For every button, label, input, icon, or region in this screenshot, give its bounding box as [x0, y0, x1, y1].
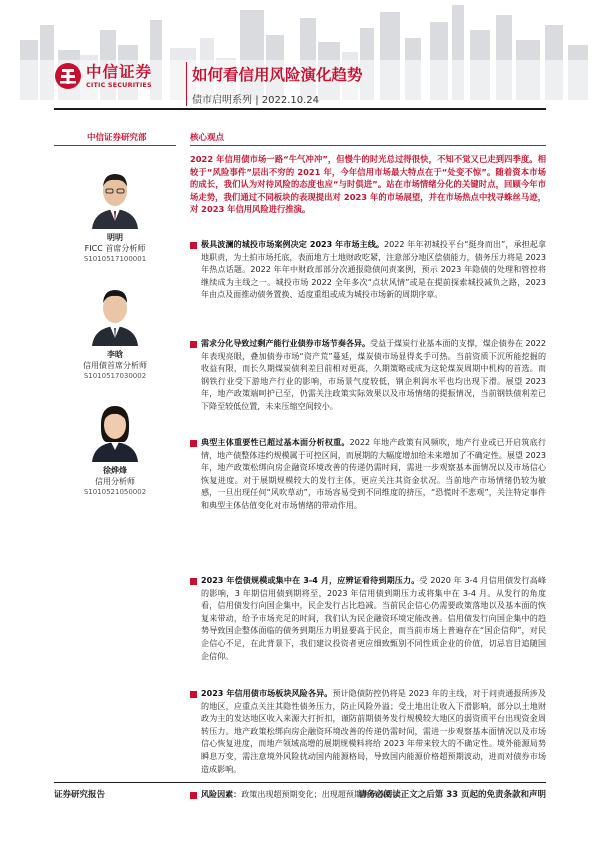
report-title: 如何看信用风险演化趋势	[192, 66, 363, 84]
analyst-title: 信用债首席分析师	[83, 361, 147, 370]
male-portrait-icon	[84, 165, 146, 229]
list-item	[190, 338, 546, 437]
bullet-lead: 典型主体重要性已超过基本面分析权重。	[201, 438, 350, 447]
sidebar-heading-rule	[54, 145, 176, 146]
report-date: 2022.10.24	[261, 95, 320, 106]
key-points-list	[190, 239, 546, 803]
analyst-card	[54, 282, 176, 382]
bullet-body: 受益于煤炭行业基本面的支撑，煤企债券在 2022 年表现亮眼，叠加债券市场“资产荒”蔓延，煤炭债市场显得炙手可热。当前资质下沉所能挖掘的收益有限，而长久期煤炭债利差目前相对更高，久期策略或成为这轮煤炭周期中机构的首选。而钢铁行业受下游地产行业的影响，市场景气度较低，钢企利润水平也均出现下滑。展望 2023 年，地产政策端呵护已至，仍需关注政策实际效果以及市场情绪的提振情况，当前钢铁债利差已下降至较低位置，未来压缩空间较小。	[201, 339, 546, 411]
bullet-body: 2022 年年初城投平台“挺身而出”，承担起拿地职责，为土拍市场托底，表面地方土地财政吃紧，注意部分地区偿债能力，债务压力将是 2023 年热点话题。2022 年年中财政部部分次通报隐债问责案例，预示 2023 年隐债的处理和管控将继续成为主线之一。城投市场 2022 全年多次“点状风情”或是在提前探索城投减负之路，2023 年由点及面推动债务置换、适度重组或成为城投市场新的周期序章。	[201, 240, 547, 300]
bullet-lead: 极具波澜的城投市场案例决定 2023 年市场主线。	[201, 240, 385, 249]
list-item	[190, 437, 546, 575]
bullet-body: 受 2020 年 3-4 月信用债发行高峰的影响，3 年期信用债到期将至，2023 年信用债到期压力或将集中在 3-4 月。从发行的角度看，信用债发行向国企集中，民企发行占比趋减。当前民企信心仍需要政策落地以及基本面的恢复来带动，给予市场充足的时间，我们认为民企融资环境定能改善。信用债发行向国企集中的趋势导致国企整体面临的债务到期压力明显要高于民企，而当前市场上普遍存在“国企信仰”，对民企信心不足，在此背景下，我们建议投资者更应细致甄别不同性质企业的价值，切忌盲目追随国企信仰。	[201, 576, 546, 661]
list-item	[190, 575, 546, 688]
bullet-lead: 需求分化导致过剩产能行业债券市场节奏各异。	[201, 339, 371, 348]
square-bullet-icon	[190, 242, 197, 249]
square-bullet-icon	[190, 341, 197, 348]
sidebar-heading: 中信证券研究部	[87, 133, 147, 143]
summary-paragraph: 2022 年信用债市场一路“牛气冲冲”，但慢牛的时光总过得很快，不知不觉又已走到四季度。相较于“风险事件”层出不穷的 2021 年，今年信用市场最大特点在于“处变不惊”。随着资本市场的成长，我们认为对待风险的态度也应“与时俱进”。站在市场情绪分化的关键时点，回顾今年市场走势，我们通过不同板块的表现提出对 2023 年的市场展望，并在市场热点中找寻蛛丝马迹，对 2023 年信用风险进行推演。	[190, 154, 546, 215]
analyst-cert-number: S1010521050002	[83, 488, 147, 496]
list-item	[190, 239, 546, 338]
subtitle-separator: |	[255, 95, 259, 106]
analyst-name: 李晗	[107, 350, 123, 359]
bullet-lead: 2023 年偿债规模或集中在 3-4 月，应辨证看待到期压力。	[201, 576, 420, 585]
bullet-lead: 风险因素：	[201, 790, 242, 799]
footer-disclaimer: 请务必阅读正文之后第 33 页起的免责条款和声明	[358, 790, 546, 800]
bullet-body: 预计隐债防控仍将是 2023 年的主线，对于问责通报所涉及的地区，应重点关注其隐性债务压力，防止风险外溢；受土地出让收入下滑影响，部分以土地财政为主的发达地区收入来源大打折扣，谨防前期债务发行规模较大地区的弱资质平台出现资金周转压力。地产政策松绑向房企融资环境改善的传递仍需时间，需进一步观察基本面情况以及市场信心恢复进度，而地产领域高增的展期规模料将给 2023 年带来较大的不确定性。境外能源局势瞬息万变，需注意境外风险扰动国内能源格局，导致国内能源价格超预期波动，进而对债券市场造成影响。	[201, 689, 546, 774]
analyst-card	[54, 165, 176, 265]
bullet-body: 2022 年地产政策有风频吹，地产行业或已开启筑底行情，地产债整体违约规模属于可控区间，而展期的大幅度增加给未来增加了不确定性。展望 2023 年，地产政策松绑向房企融资环境改善的传递仍需时间，需进一步观察基本面情况以及市场信心恢复进度。对于展期规模较大的发行主体，更应关注其资金状况。当前地产市场情绪仍较为敏感，一旦出现任何“风吹草动”，市场容易受到不同维度的挤压，“恐慌时不悲观”，关注特定事件和典型主体估值变化对市场情绪的带动作用。	[201, 438, 546, 510]
analyst-name: 明明	[107, 233, 123, 242]
series-name: 债市启明系列	[192, 95, 252, 106]
report-subtitle	[192, 91, 319, 106]
list-item	[190, 688, 546, 789]
analyst-cert-number: S1010517030002	[83, 372, 147, 380]
analyst-cert-number: S1010517100001	[83, 255, 147, 263]
male-portrait-icon	[84, 282, 146, 346]
analyst-title: 信用分析师	[95, 477, 135, 486]
analyst-name: 徐烨烽	[103, 466, 127, 475]
female-portrait-icon	[84, 398, 146, 462]
brand-name-cn: 中信证券	[86, 62, 153, 81]
bullet-lead: 2023 年信用债市场板块风险各异。	[201, 689, 333, 698]
square-bullet-icon	[190, 578, 197, 585]
main-heading-rule	[190, 145, 546, 146]
header-divider	[186, 62, 187, 106]
square-bullet-icon	[190, 691, 197, 698]
square-bullet-icon	[190, 792, 197, 799]
citic-logo	[54, 62, 152, 90]
analyst-title: FICC 首席分析师	[84, 244, 146, 253]
footer-report-type: 证券研究报告	[54, 790, 106, 800]
square-bullet-icon	[190, 440, 197, 447]
bullet-body: 政策出现超预期变化；出现超预期舆情事件。	[241, 790, 403, 799]
brand-name-en: CITIC SECURITIES	[86, 80, 152, 89]
core-views-heading: 核心观点	[190, 133, 225, 143]
footer-rule	[54, 782, 546, 783]
header-rule	[54, 108, 546, 110]
analyst-card	[54, 398, 176, 498]
citic-logo-mark-icon	[54, 62, 82, 90]
